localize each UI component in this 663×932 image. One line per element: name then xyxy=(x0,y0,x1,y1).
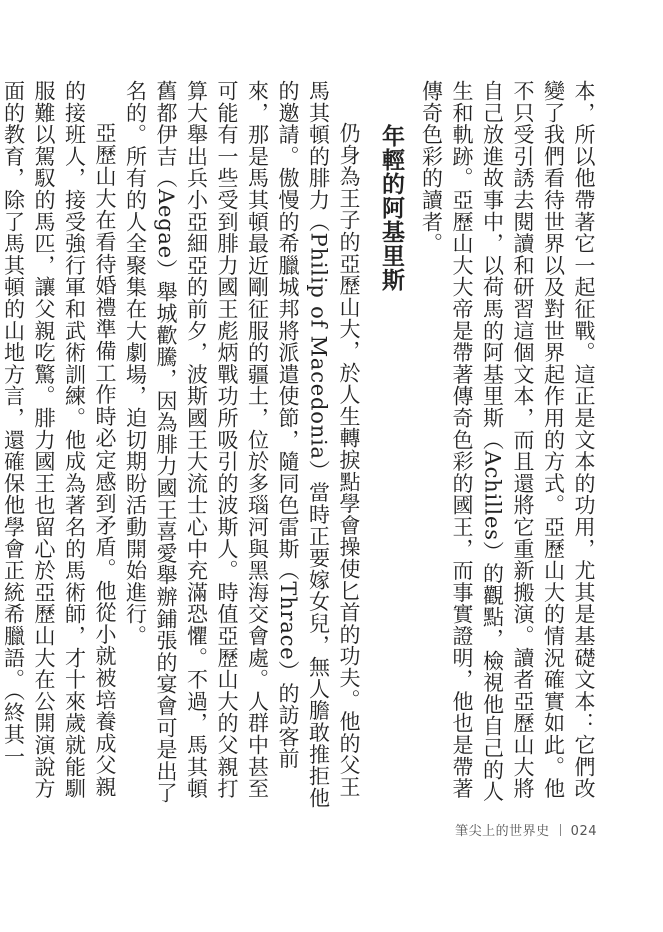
section-heading: 年輕的阿基里斯 xyxy=(378,124,404,292)
page-footer xyxy=(455,820,597,839)
paragraph-intro: 本，所以他帶著它一起征戰。這正是文本的功用，尤其是基礎文本：它們改變了我們看待世界以及對世界起作用的方式。亞歷山大的情況確實如此。他不只受引誘去閱讀和研習這個文本，而且還將它重新搬演。讀者亞歷山大將自己放進故事中，以荷馬的阿基里斯（Achilles）的觀點，檢視他自己的人生和軌跡。亞歷山大大帝是帶著傳奇色彩的國王，而事實證明，他也是帶著傳奇色彩的讀者。 xyxy=(419,80,596,803)
paragraph-training: 亞歷山大在看待婚禮準備工作時必定感到矛盾。他從小就被培養成父親的接班人，接受強行軍和武術訓練。他成為著名的馬術師，才十來歲就能馴服難以駕馭的馬匹，讓父親吃驚。腓力國王也留心於亞歷山大在公開演說方面的教育，除了馬其頓的山地方言，還確保他學會正統希臘語。（終其一 xyxy=(1,80,117,800)
footer-book-title: 筆尖上的世界史 xyxy=(455,824,550,839)
footer-separator xyxy=(560,824,561,836)
footer-page-number: 024 xyxy=(570,824,597,839)
paragraph-wedding: 仍身為王子的亞歷山大，於人生轉捩點學會操使匕首的功夫。他的父王馬其頓的腓力（Philip of Macedonia）當時正要嫁女兒，無人膽敢推拒他的邀請。傲慢的希臘城邦將派遣使節，隨同色雷斯（Thrace）的訪客前來，那是馬其頓最近剛征服的疆土，位於多瑙河與黑海交會處。人群中甚至可能有一些受到腓力國王彪炳戰功所吸引的波斯人。時值亞歷山大的父親打算大舉出兵小亞細亞的前夕，波斯國王大流士心中充滿恐懼。不過，馬其頓舊都伊吉（Aegae）舉城歡騰，因為腓力國王喜愛舉辦鋪張的宴會可是出了名的。所有的人全聚集在大劇場，迫切期盼活動開始進行。 xyxy=(123,80,361,809)
body-text-column-block xyxy=(1,80,599,810)
